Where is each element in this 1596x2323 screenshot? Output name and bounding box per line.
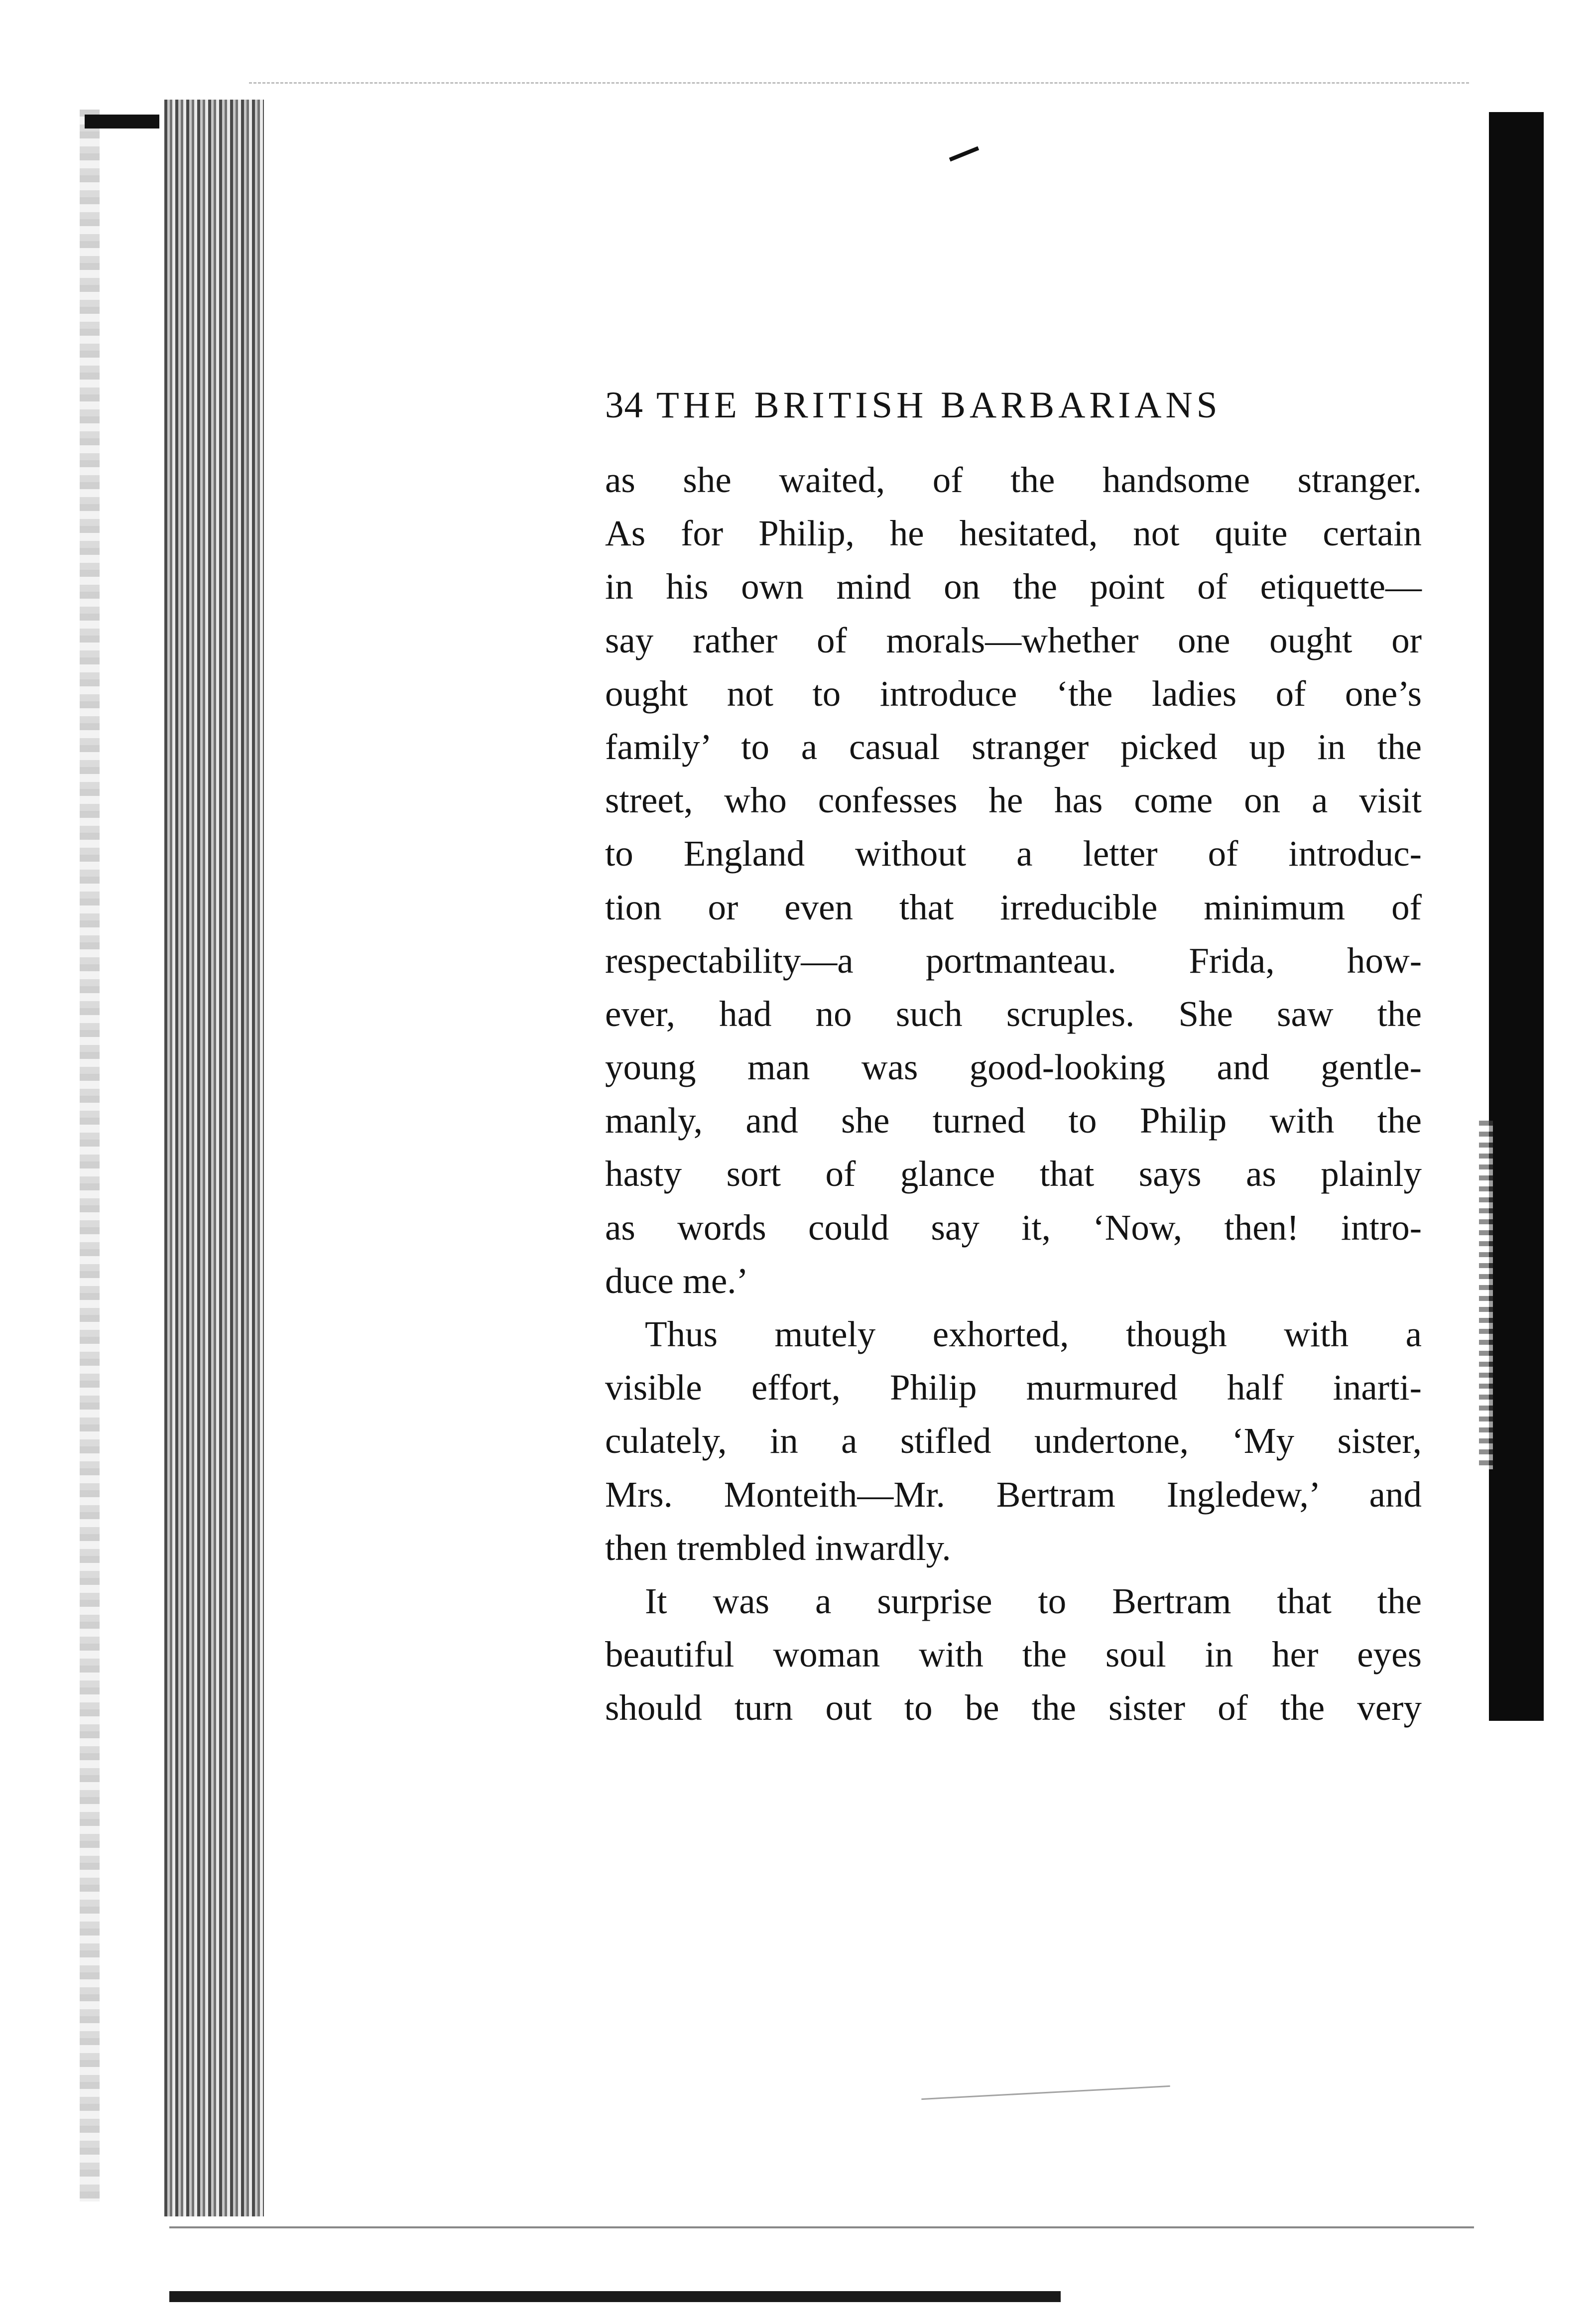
left-edge-speckle <box>80 110 100 2201</box>
text-line: respectability—a portmanteau. Frida, how- <box>605 940 1422 981</box>
paragraph <box>605 1574 1422 1735</box>
text-line: It was a surprise to Bertram that the <box>645 1580 1422 1621</box>
text-line: ought not to introduce ‘the ladies of one’s <box>605 673 1422 714</box>
text-line: then trembled inwardly. <box>605 1527 951 1568</box>
bottom-edge-shadow <box>169 2291 1061 2302</box>
text-line: should turn out to be the sister of the very <box>605 1687 1422 1728</box>
text-line: Thus mutely exhorted, though with a <box>645 1314 1422 1354</box>
top-page-edge <box>249 82 1469 84</box>
right-edge-shadow <box>1489 112 1544 1721</box>
text-line: beautiful woman with the soul in her eyes <box>605 1634 1422 1675</box>
text-line: street, who confesses he has come on a visit <box>605 780 1422 821</box>
text-line: say rather of morals—whether one ought or <box>605 620 1422 660</box>
text-line: As for Philip, he hesitated, not quite certain <box>605 513 1422 554</box>
text-line: in his own mind on the point of etiquette— <box>605 566 1422 607</box>
text-line: culately, in a stifled undertone, ‘My sister, <box>605 1420 1422 1461</box>
top-left-corner-mark <box>85 115 159 129</box>
stray-ink-mark <box>949 146 979 162</box>
paragraph <box>605 1307 1422 1574</box>
text-line: ever, had no such scruples. She saw the <box>605 993 1422 1034</box>
book-page <box>605 379 1422 1735</box>
text-line: as words could say it, ‘Now, then! intro- <box>605 1207 1422 1248</box>
text-line: family’ to a casual stranger picked up in the <box>605 726 1422 767</box>
text-line: tion or even that irreducible minimum of <box>605 887 1422 927</box>
stray-pencil-line <box>921 2085 1170 2100</box>
page-number: 34 <box>605 385 643 426</box>
book-spine-shadow <box>164 100 264 2216</box>
text-line: duce me.’ <box>605 1260 748 1301</box>
text-line: hasty sort of glance that says as plainly <box>605 1154 1422 1194</box>
text-line: manly, and she turned to Philip with the <box>605 1100 1422 1141</box>
text-line: as she waited, of the handsome stranger. <box>605 460 1422 500</box>
paragraph <box>605 453 1422 1307</box>
text-line: Mrs. Monteith—Mr. Bertram Ingledew,’ and <box>605 1474 1422 1515</box>
right-edge-speckle <box>1479 1121 1493 1469</box>
text-line: visible effort, Philip murmured half inarti- <box>605 1367 1422 1408</box>
running-title: THE BRITISH BARBARIANS <box>656 385 1222 426</box>
text-line: to England without a letter of introduc- <box>605 833 1422 874</box>
body-text <box>605 453 1422 1735</box>
text-line: young man was good-looking and gentle- <box>605 1047 1422 1088</box>
bottom-page-edge <box>169 2226 1474 2236</box>
running-head <box>605 379 1422 432</box>
